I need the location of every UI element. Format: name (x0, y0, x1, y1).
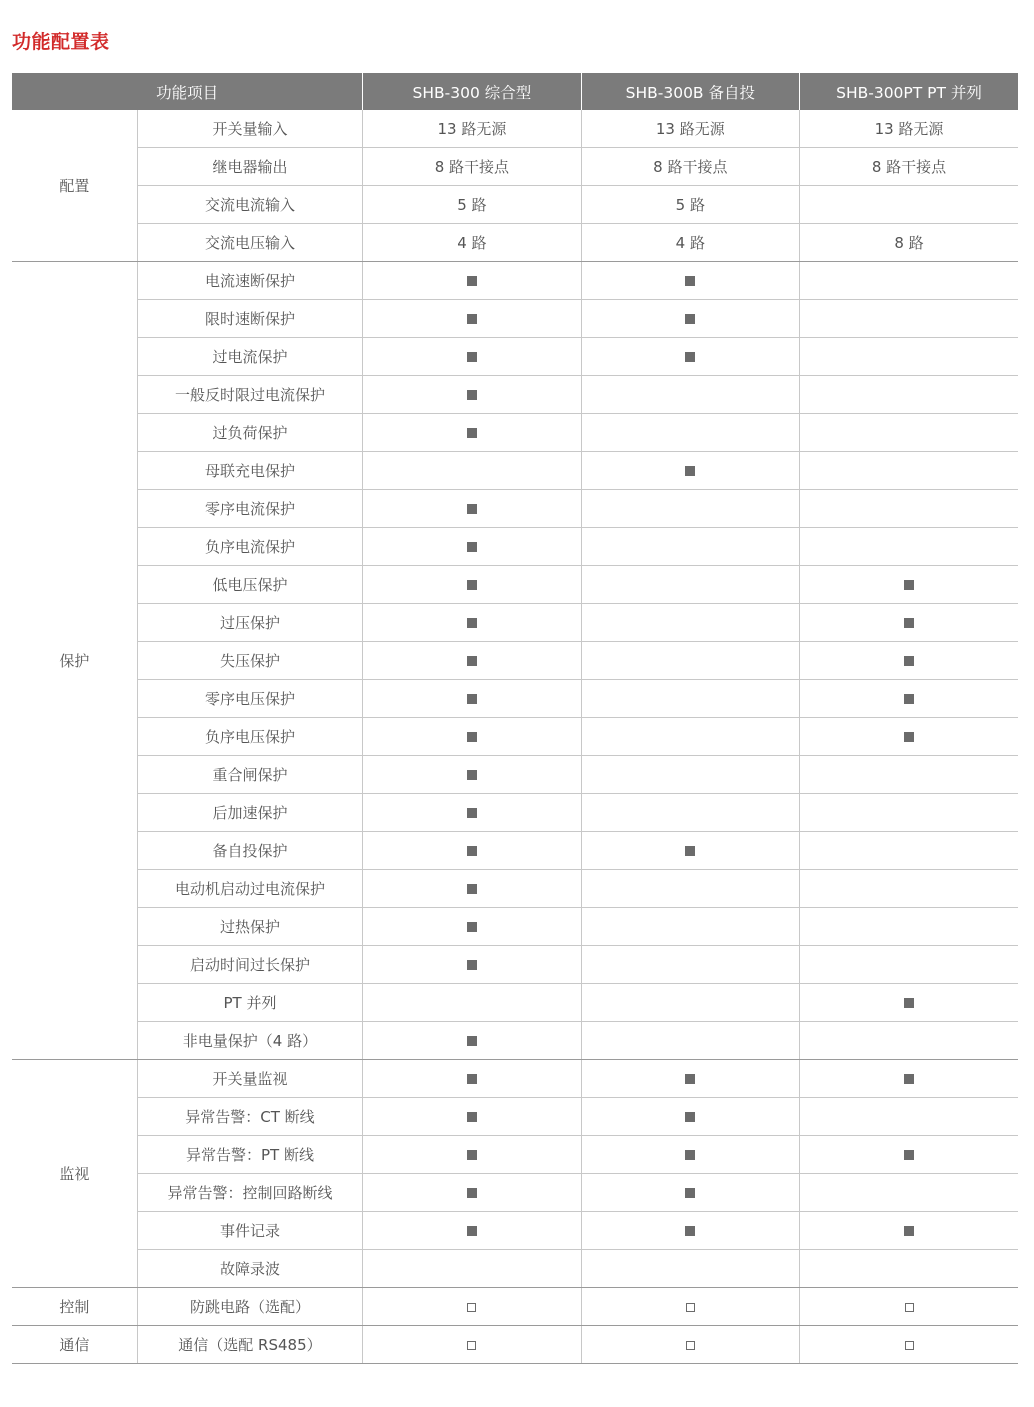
product-cell (581, 946, 799, 984)
product-cell (800, 756, 1018, 794)
function-item-label: 故障录波 (137, 1250, 362, 1288)
product-cell (581, 794, 799, 832)
hollow-square-icon (467, 1341, 476, 1350)
function-item-label: 过热保护 (137, 908, 362, 946)
filled-square-icon (467, 428, 477, 438)
product-cell (800, 1022, 1018, 1060)
filled-square-icon (467, 1150, 477, 1160)
product-cell (800, 908, 1018, 946)
function-item-label: 一般反时限过电流保护 (137, 376, 362, 414)
function-item-label: 电动机启动过电流保护 (137, 870, 362, 908)
product-cell (800, 1212, 1018, 1250)
header-shb-300b: SHB-300B 备自投 (581, 73, 799, 110)
product-cell (800, 566, 1018, 604)
table-header-row (12, 73, 1018, 110)
filled-square-icon (467, 580, 477, 590)
product-cell (800, 490, 1018, 528)
table-row (12, 604, 1018, 642)
hollow-square-icon (686, 1341, 695, 1350)
product-cell (581, 604, 799, 642)
product-cell (800, 832, 1018, 870)
header-shb-300: SHB-300 综合型 (363, 73, 581, 110)
product-cell (800, 1174, 1018, 1212)
product-cell (581, 1174, 799, 1212)
product-cell (363, 1136, 581, 1174)
function-item-label: 开关量监视 (137, 1060, 362, 1098)
product-cell (363, 1212, 581, 1250)
product-cell (581, 1060, 799, 1098)
product-cell: 13 路无源 (581, 110, 799, 148)
function-item-label: 过压保护 (137, 604, 362, 642)
group-label: 监视 (12, 1060, 137, 1288)
filled-square-icon (467, 352, 477, 362)
product-cell (800, 1288, 1018, 1326)
filled-square-icon (685, 352, 695, 362)
hollow-square-icon (905, 1303, 914, 1312)
product-cell: 5 路 (581, 186, 799, 224)
product-cell (800, 1136, 1018, 1174)
product-cell: 8 路 (800, 224, 1018, 262)
table-row (12, 984, 1018, 1022)
product-cell (581, 1022, 799, 1060)
function-item-label: 事件记录 (137, 1212, 362, 1250)
filled-square-icon (467, 656, 477, 666)
filled-square-icon (467, 504, 477, 514)
filled-square-icon (467, 314, 477, 324)
header-shb-300pt: SHB-300PT PT 并列 (800, 73, 1018, 110)
table-row (12, 148, 1018, 186)
filled-square-icon (467, 960, 477, 970)
product-cell (581, 718, 799, 756)
page-title: 功能配置表 (12, 31, 110, 53)
filled-square-icon (685, 1226, 695, 1236)
product-cell (363, 832, 581, 870)
filled-square-icon (467, 1226, 477, 1236)
function-item-label: 限时速断保护 (137, 300, 362, 338)
table-row (12, 718, 1018, 756)
product-cell (363, 1250, 581, 1288)
product-cell (363, 1288, 581, 1326)
product-cell (363, 566, 581, 604)
filled-square-icon (685, 1074, 695, 1084)
function-item-label: 后加速保护 (137, 794, 362, 832)
filled-square-icon (685, 466, 695, 476)
table-row (12, 110, 1018, 148)
filled-square-icon (685, 314, 695, 324)
filled-square-icon (685, 276, 695, 286)
group-label: 控制 (12, 1288, 137, 1326)
product-cell (581, 832, 799, 870)
product-cell (800, 452, 1018, 490)
product-cell (800, 680, 1018, 718)
product-cell: 13 路无源 (800, 110, 1018, 148)
product-cell: 8 路干接点 (363, 148, 581, 186)
product-cell (363, 338, 581, 376)
filled-square-icon (904, 580, 914, 590)
product-cell (800, 870, 1018, 908)
function-item-label: 零序电流保护 (137, 490, 362, 528)
product-cell (363, 1022, 581, 1060)
product-cell (363, 262, 581, 300)
table-row (12, 1098, 1018, 1136)
product-cell (800, 262, 1018, 300)
hollow-square-icon (905, 1341, 914, 1350)
product-cell (363, 1098, 581, 1136)
filled-square-icon (685, 1150, 695, 1160)
product-cell (800, 1098, 1018, 1136)
filled-square-icon (467, 390, 477, 400)
product-cell (581, 262, 799, 300)
filled-square-icon (467, 770, 477, 780)
filled-square-icon (467, 732, 477, 742)
function-item-label: 防跳电路（选配） (137, 1288, 362, 1326)
product-cell (363, 718, 581, 756)
filled-square-icon (467, 922, 477, 932)
function-item-label: 继电器输出 (137, 148, 362, 186)
product-cell (800, 1250, 1018, 1288)
product-cell: 8 路干接点 (581, 148, 799, 186)
table-row (12, 414, 1018, 452)
function-item-label: 异常告警：PT 断线 (137, 1136, 362, 1174)
function-item-label: PT 并列 (137, 984, 362, 1022)
function-item-label: 交流电压输入 (137, 224, 362, 262)
function-item-label: 启动时间过长保护 (137, 946, 362, 984)
function-item-label: 负序电流保护 (137, 528, 362, 566)
product-cell (581, 566, 799, 604)
product-cell: 5 路 (363, 186, 581, 224)
product-cell: 4 路 (363, 224, 581, 262)
table-row (12, 1212, 1018, 1250)
filled-square-icon (685, 846, 695, 856)
function-item-label: 非电量保护（4 路） (137, 1022, 362, 1060)
product-cell (363, 1174, 581, 1212)
table-row (12, 1060, 1018, 1098)
product-cell (581, 1212, 799, 1250)
product-cell (800, 376, 1018, 414)
product-cell (581, 1326, 799, 1364)
filled-square-icon (904, 694, 914, 704)
table-row (12, 376, 1018, 414)
filled-square-icon (904, 1074, 914, 1084)
table-row (12, 186, 1018, 224)
table-row (12, 262, 1018, 300)
function-item-label: 开关量输入 (137, 110, 362, 148)
product-cell (581, 680, 799, 718)
function-item-label: 备自投保护 (137, 832, 362, 870)
table-body (12, 110, 1018, 1364)
product-cell (581, 376, 799, 414)
product-cell (800, 1060, 1018, 1098)
product-cell (363, 1326, 581, 1364)
filled-square-icon (467, 1074, 477, 1084)
table-row (12, 452, 1018, 490)
function-item-label: 负序电压保护 (137, 718, 362, 756)
product-cell (363, 946, 581, 984)
filled-square-icon (467, 618, 477, 628)
product-cell (581, 984, 799, 1022)
table-row (12, 1326, 1018, 1364)
product-cell (363, 452, 581, 490)
product-cell (581, 756, 799, 794)
function-item-label: 低电压保护 (137, 566, 362, 604)
function-item-label: 异常告警：控制回路断线 (137, 1174, 362, 1212)
function-item-label: 异常告警：CT 断线 (137, 1098, 362, 1136)
table-row (12, 794, 1018, 832)
product-cell (363, 680, 581, 718)
product-cell (581, 414, 799, 452)
product-cell (363, 756, 581, 794)
product-cell (363, 414, 581, 452)
product-cell (581, 490, 799, 528)
product-cell (581, 908, 799, 946)
product-cell (581, 1250, 799, 1288)
filled-square-icon (904, 732, 914, 742)
filled-square-icon (685, 1188, 695, 1198)
product-cell (581, 642, 799, 680)
product-cell: 8 路干接点 (800, 148, 1018, 186)
table-row (12, 1136, 1018, 1174)
product-cell (800, 604, 1018, 642)
table-row (12, 224, 1018, 262)
filled-square-icon (467, 1188, 477, 1198)
product-cell (800, 946, 1018, 984)
product-cell (363, 908, 581, 946)
table-row (12, 756, 1018, 794)
table-row (12, 566, 1018, 604)
function-item-label: 零序电压保护 (137, 680, 362, 718)
filled-square-icon (904, 1226, 914, 1236)
product-cell (800, 338, 1018, 376)
hollow-square-icon (467, 1303, 476, 1312)
group-label: 保护 (12, 262, 137, 1060)
table-row (12, 642, 1018, 680)
table-row (12, 338, 1018, 376)
header-function-item: 功能项目 (12, 73, 363, 110)
function-item-label: 过负荷保护 (137, 414, 362, 452)
filled-square-icon (904, 1150, 914, 1160)
product-cell (581, 338, 799, 376)
table-row (12, 1288, 1018, 1326)
table-row (12, 946, 1018, 984)
filled-square-icon (467, 884, 477, 894)
table-row (12, 490, 1018, 528)
product-cell (581, 528, 799, 566)
hollow-square-icon (686, 1303, 695, 1312)
product-cell (581, 300, 799, 338)
function-item-label: 失压保护 (137, 642, 362, 680)
function-item-label: 通信（选配 RS485） (137, 1326, 362, 1364)
product-cell (581, 1136, 799, 1174)
product-cell (581, 1098, 799, 1136)
product-cell (800, 642, 1018, 680)
product-cell (363, 300, 581, 338)
product-cell (363, 604, 581, 642)
function-item-label: 过电流保护 (137, 338, 362, 376)
function-item-label: 重合闸保护 (137, 756, 362, 794)
filled-square-icon (467, 846, 477, 856)
table-row (12, 870, 1018, 908)
table-row (12, 1022, 1018, 1060)
table-row (12, 908, 1018, 946)
filled-square-icon (467, 808, 477, 818)
product-cell (800, 718, 1018, 756)
product-cell (800, 528, 1018, 566)
filled-square-icon (904, 618, 914, 628)
product-cell (363, 870, 581, 908)
function-config-table (12, 73, 1018, 1364)
product-cell: 13 路无源 (363, 110, 581, 148)
product-cell (363, 642, 581, 680)
product-cell (581, 452, 799, 490)
table-row (12, 1174, 1018, 1212)
group-label: 通信 (12, 1326, 137, 1364)
product-cell (581, 1288, 799, 1326)
table-row (12, 528, 1018, 566)
filled-square-icon (467, 694, 477, 704)
filled-square-icon (467, 1036, 477, 1046)
product-cell (800, 794, 1018, 832)
filled-square-icon (685, 1112, 695, 1122)
group-label: 配置 (12, 110, 137, 262)
filled-square-icon (904, 656, 914, 666)
product-cell (800, 1326, 1018, 1364)
filled-square-icon (467, 1112, 477, 1122)
product-cell (363, 984, 581, 1022)
product-cell (800, 984, 1018, 1022)
product-cell (363, 528, 581, 566)
function-item-label: 交流电流输入 (137, 186, 362, 224)
product-cell (800, 300, 1018, 338)
table-row (12, 300, 1018, 338)
product-cell (363, 376, 581, 414)
table-row (12, 680, 1018, 718)
table-row (12, 832, 1018, 870)
product-cell: 4 路 (581, 224, 799, 262)
product-cell (800, 414, 1018, 452)
function-item-label: 电流速断保护 (137, 262, 362, 300)
filled-square-icon (467, 276, 477, 286)
filled-square-icon (467, 542, 477, 552)
product-cell (363, 490, 581, 528)
product-cell (363, 1060, 581, 1098)
function-item-label: 母联充电保护 (137, 452, 362, 490)
product-cell (363, 794, 581, 832)
product-cell (800, 186, 1018, 224)
table-row (12, 1250, 1018, 1288)
product-cell (581, 870, 799, 908)
filled-square-icon (904, 998, 914, 1008)
